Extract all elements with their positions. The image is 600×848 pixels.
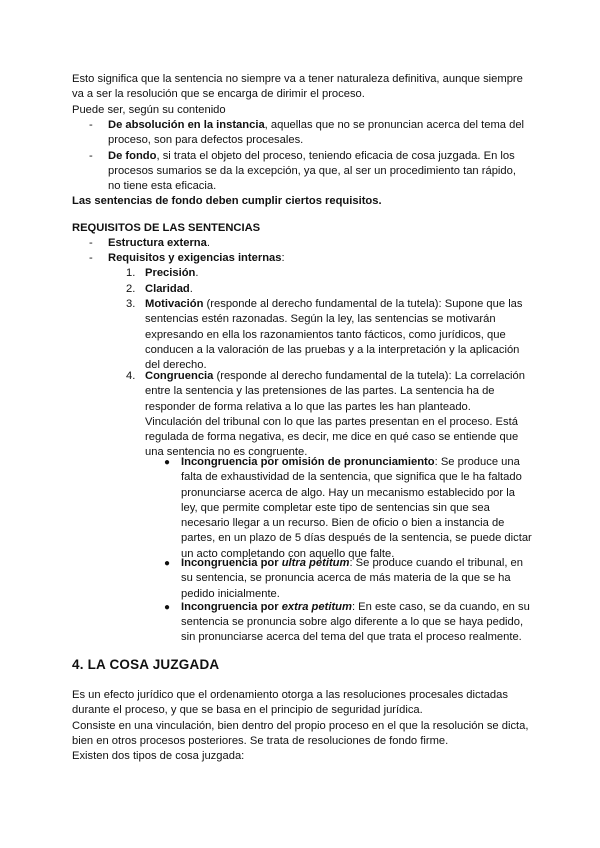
numbered-item xyxy=(126,282,530,297)
list-text: . xyxy=(195,267,199,280)
list-text: : Se produce una falta de exhaustividad de la sentencia, que significa que le ha faltado pronunciarse acerca de algo. Hay un mecanismo establecido por la ley, que permite completar este tipo de sentencias sin que sea necesario llegar a un recurso. Bien de oficio o bien a instancia de partes, en un plazo de 5 días después de la sentencia, se puede dictar un acto completando con aquello que falte. xyxy=(181,456,532,560)
list-text: : Se produce cuando el tribunal, en su sentencia, se pronuncia acerca de más materia de la que se ha pedido inicialmente. xyxy=(181,557,523,600)
list-term: Estructura externa xyxy=(108,236,207,249)
list-term: Incongruencia por xyxy=(181,557,282,569)
number-marker: 4. xyxy=(126,370,136,382)
list-term: Incongruencia por omisión de pronunciamiento xyxy=(181,456,435,468)
list-item xyxy=(89,236,529,251)
body-paragraph: Existen dos tipos de cosa juzgada: xyxy=(72,750,245,763)
number-marker: 2. xyxy=(126,282,136,295)
list-text: : xyxy=(281,252,285,265)
dash-marker: - xyxy=(89,118,93,131)
list-term: Requisitos y exigencias internas xyxy=(108,252,282,265)
numbered-item xyxy=(126,369,530,461)
list-item xyxy=(89,149,529,195)
bullet-item xyxy=(164,455,534,562)
list-text: : En este caso, se da cuando, en su sentencia se pronuncia sobre algo diferente a lo que se haya pedido, sin pronunciarse acerca del tema del que trata el proceso realmente. xyxy=(181,600,530,644)
body-paragraph: Es un efecto jurídico que el ordenamiento otorga a las resoluciones procesales dictadas durante el proceso, y que se basa en el principio de seguridad jurídica. xyxy=(72,689,508,717)
intro-paragraph: Esto significa que la sentencia no siempre va a tener naturaleza definitiva, aunque siempre va a ser la resolución que se encarga de dirimir el proceso. xyxy=(72,73,523,101)
bullet-item xyxy=(164,600,534,646)
list-term: De fondo xyxy=(108,149,157,162)
section-heading: 4. LA COSA JUZGADA xyxy=(72,657,220,672)
number-marker: 3. xyxy=(126,298,136,310)
list-term: Congruencia xyxy=(145,370,214,382)
list-term: Precisión xyxy=(145,267,196,280)
dash-marker: - xyxy=(89,149,93,162)
bullet-marker: ● xyxy=(164,558,171,569)
section-heading: REQUISITOS DE LAS SENTENCIAS xyxy=(72,221,261,234)
list-term-italic: ultra petitum xyxy=(281,557,350,569)
list-term: Claridad xyxy=(145,282,190,295)
bullet-marker: ● xyxy=(164,457,171,468)
list-text: . xyxy=(206,236,210,249)
bullet-item xyxy=(164,556,534,602)
list-term: De absolución en la instancia xyxy=(108,118,265,131)
number-marker: 1. xyxy=(126,267,136,280)
numbered-item xyxy=(126,297,530,373)
list-text: (responde al derecho fundamental de la tutela): La correlación entre la sentencia y las pretensiones de las partes. La sentencia ha de responder de forma relativa a lo que las partes les han planteado. Vinculación del tribunal con lo que las partes presentan en el proceso. Está regulada de forma negativa, es decir, me dice en qué caso se entiende que una sentencia no es congruente. xyxy=(145,370,525,459)
list-text: , aquellas que no se pronuncian acerca del tema del proceso, son para defectos procesales. xyxy=(108,118,525,147)
intro-paragraph-2: Puede ser, según su contenido xyxy=(72,103,226,116)
requirement-note: Las sentencias de fondo deben cumplir ciertos requisitos. xyxy=(72,195,382,208)
list-term-italic: extra petitum xyxy=(281,600,352,613)
list-term: Incongruencia por xyxy=(181,600,282,613)
list-item xyxy=(89,118,529,149)
list-item xyxy=(89,251,529,266)
dash-marker: - xyxy=(89,236,93,249)
bullet-marker: ● xyxy=(164,601,171,613)
list-text: (responde al derecho fundamental de la tutela): Supone que las sentencias estén razonadas. Según la ley, las sentencias se motivarán expresando en ella los razonamientos tanto fácticos, como jurídicos, que conducen a la valoración de las pruebas y a la interpretación y la aplicación del derecho. xyxy=(145,298,523,372)
body-paragraph: Consiste en una vinculación, bien dentro del propio proceso en el que la resolución se dicta, bien en otros procesos posteriores. Se trata de resoluciones de fondo firme. xyxy=(72,719,529,747)
list-text: , si trata el objeto del proceso, teniendo eficacia de cosa juzgada. En los procesos sumarios se da la excepción, ya que, al ser un procedimiento tan rápido, no tiene esta eficacia. xyxy=(108,149,516,193)
dash-marker: - xyxy=(89,252,93,265)
list-text: . xyxy=(189,282,193,295)
list-term: Motivación xyxy=(145,298,204,310)
numbered-item xyxy=(126,266,530,281)
